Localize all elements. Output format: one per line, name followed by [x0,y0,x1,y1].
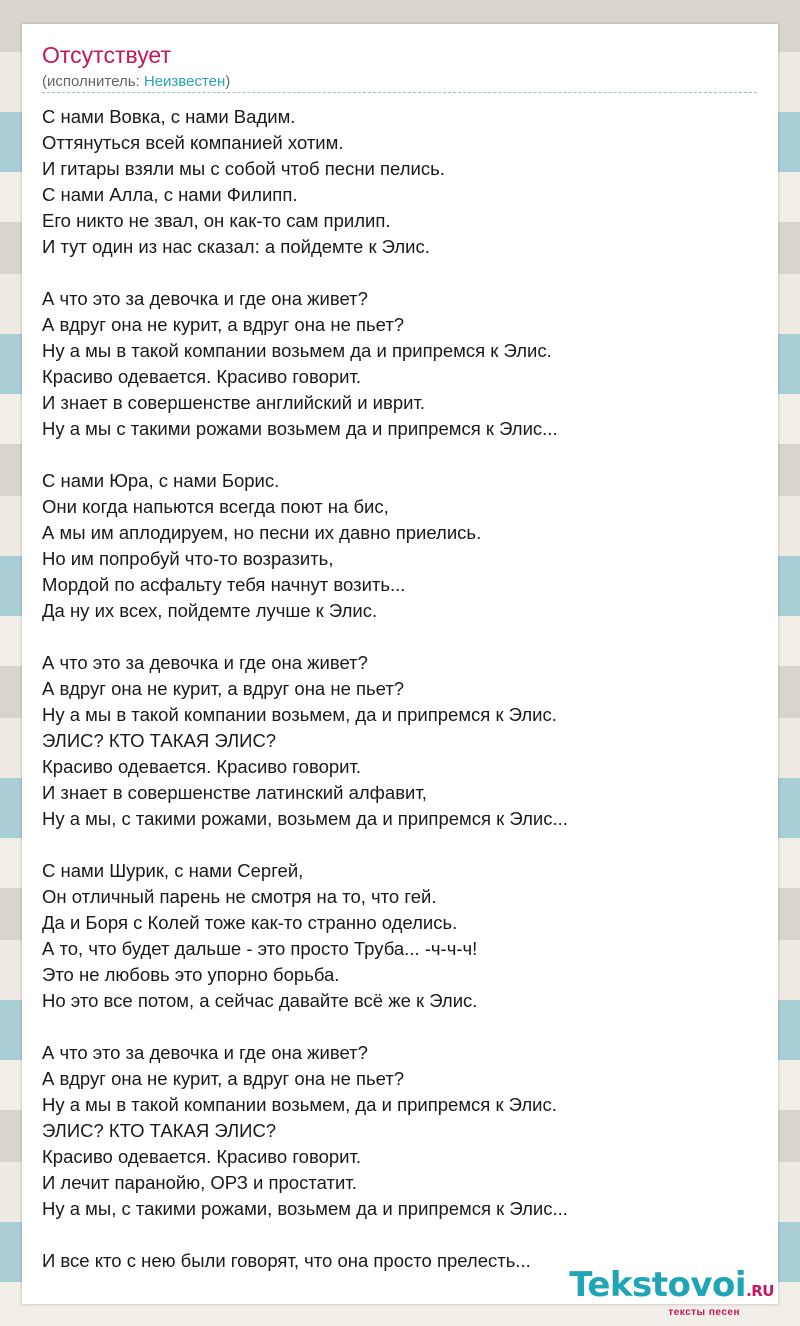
lyrics-line: Красиво одевается. Красиво говорит. [42,1146,362,1167]
site-logo[interactable] [569,1265,774,1318]
lyrics-line: С нами Шурик, с нами Сергей, [42,860,304,881]
lyrics-line: С нами Юра, с нами Борис. [42,470,280,491]
lyrics-line: А вдруг она не курит, а вдруг она не пьет? [42,1068,405,1089]
lyrics-line: Оттянуться всей компанией хотим. [42,132,344,153]
lyrics-line: Ну а мы, с такими рожами, возьмем да и припремся к Элис... [42,1198,568,1219]
lyrics-line: И гитары взяли мы с собой чтоб песни пелись. [42,158,445,179]
artist-line [42,73,230,90]
lyrics-line: И лечит паранойю, ОРЗ и простатит. [42,1172,357,1193]
lyrics-line: А что это за девочка и где она живет? [42,1042,368,1063]
lyrics-stanza [42,286,762,442]
lyrics-stanza [42,468,762,624]
lyrics-line: ЭЛИС? КТО ТАКАЯ ЭЛИС? [42,1120,277,1141]
logo-tagline: тексты песен [668,1307,740,1318]
lyrics-line: И все кто с нею были говорят, что она просто прелесть... [42,1250,531,1271]
lyrics-line: Но это все потом, а сейчас давайте всё же к Элис. [42,990,478,1011]
lyrics-line: А вдруг она не курит, а вдруг она не пьет? [42,314,405,335]
lyrics-line: А что это за девочка и где она живет? [42,288,368,309]
lyrics-line: Мордой по асфальту тебя начнут возить... [42,574,406,595]
logo-name: Tekstovoi [569,1265,747,1305]
lyrics-stanza [42,104,762,260]
lyrics-line: И тут один из нас сказал: а пойдемте к Элис. [42,236,430,257]
lyrics-line: А вдруг она не курит, а вдруг она не пьет? [42,678,405,699]
lyrics-line: Они когда напьются всегда поют на бис, [42,496,389,517]
title-divider [42,92,757,93]
lyrics-stanza [42,1040,762,1222]
lyrics-text [42,104,762,1300]
lyrics-line: С нами Алла, с нами Филипп. [42,184,298,205]
lyrics-line: Ну а мы, с такими рожами, возьмем да и припремся к Элис... [42,808,568,829]
lyrics-line: Ну а мы в такой компании возьмем, да и припремся к Элис. [42,1094,557,1115]
song-title: Отсутствует [42,42,171,68]
lyrics-line: С нами Вовка, с нами Вадим. [42,106,296,127]
artist-prefix: (исполнитель: [42,73,144,90]
artist-suffix: ) [225,73,231,90]
lyrics-line: Его никто не звал, он как-то сам прилип. [42,210,391,231]
lyrics-card [22,24,778,1304]
lyrics-line: А что это за девочка и где она живет? [42,652,368,673]
lyrics-line: Ну а мы в такой компании возьмем да и припремся к Элис. [42,340,552,361]
artist-link[interactable]: Неизвестен [143,73,226,90]
lyrics-line: Это не любовь это упорно борьба. [42,964,340,985]
lyrics-line: И знает в совершенстве латинский алфавит, [42,782,427,803]
lyrics-line: Красиво одевается. Красиво говорит. [42,756,362,777]
lyrics-line: Да ну их всех, пойдемте лучше к Элис. [42,600,378,621]
lyrics-stanza [42,858,762,1014]
lyrics-line: И знает в совершенстве английский и иврит. [42,392,426,413]
logo-tld: .RU [746,1282,774,1300]
lyrics-line: Ну а мы в такой компании возьмем, да и припремся к Элис. [42,704,557,725]
lyrics-line: Он отличный парень не смотря на то, что гей. [42,886,437,907]
lyrics-line: Но им попробуй что-то возразить, [42,548,334,569]
lyrics-line: Красиво одевается. Красиво говорит. [42,366,362,387]
lyrics-line: ЭЛИС? КТО ТАКАЯ ЭЛИС? [42,730,277,751]
lyrics-line: Да и Боря с Колей тоже как-то странно оделись. [42,912,458,933]
lyrics-line: А то, что будет дальше - это просто Труба... -ч-ч-ч! [42,938,478,959]
lyrics-stanza [42,650,762,832]
lyrics-line: Ну а мы с такими рожами возьмем да и припремся к Элис... [42,418,558,439]
lyrics-line: А мы им аплодируем, но песни их давно приелись. [42,522,482,543]
